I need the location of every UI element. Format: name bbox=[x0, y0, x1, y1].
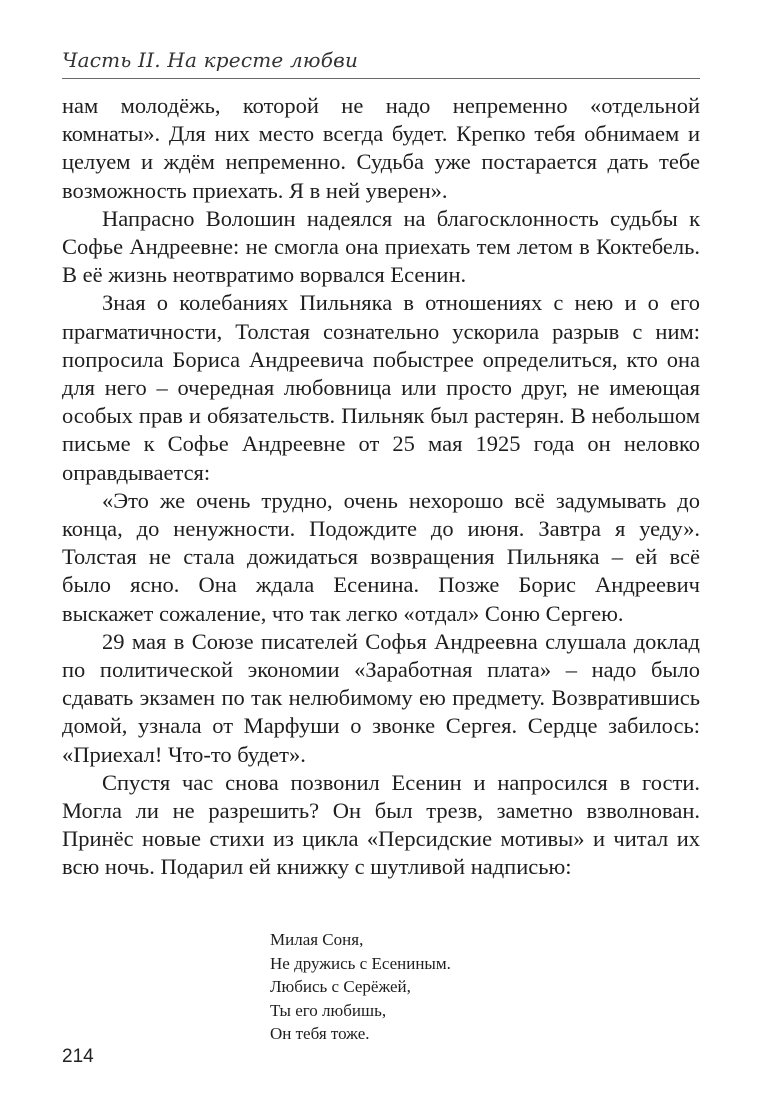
page-number: 214 bbox=[62, 1046, 94, 1067]
running-header: Часть II. На кресте любви bbox=[62, 48, 359, 72]
paragraph-5: 29 мая в Союзе писателей Софья Андреевна слушала доклад по политической экономии «Заработная плата» – надо было сдавать экзамен по так нелюбимому ею предмету. Возвратившись домой, узнала от Марфуши о звонке Сергея. Сердце забилось: «Приехал! Что-то будет». bbox=[62, 628, 700, 767]
paragraph-6: Спустя час снова позвонил Есенин и напросился в гости. Могла ли не разрешить? Он был трезв, заметно взволнован. Принёс новые стихи из цикла «Персидские мотивы» и читал их всю ночь. Подарил ей книжку с шутливой надписью: bbox=[62, 769, 700, 880]
poem-line: Ты его любишь, bbox=[270, 1000, 387, 1020]
inscription-poem bbox=[270, 928, 630, 1046]
poem-line: Не дружись с Есениным. bbox=[270, 953, 451, 973]
paragraph-3: Зная о колебаниях Пильняка в отношениях с нею и о его прагматичности, Толстая сознательно ускорила разрыв с ним: попросила Бориса Андреевича побыстрее определиться, кто она для него – очередная любовница или просто друг, не имеющая особых прав и обязательств. Пильняк был растерян. В небольшом письме к Софье Андреевне от 25 мая 1925 года он неловко оправдывается: bbox=[62, 290, 700, 485]
poem-line: Милая Соня, bbox=[270, 930, 364, 949]
header-rule bbox=[62, 78, 700, 79]
paragraph-4: «Это же очень трудно, очень нехорошо всё задумывать до конца, до ненужности. Подождите до июня. Завтра я уеду». Толстая не стала дожидаться возвращения Пильняка – ей всё было ясно. Она ждала Есенина. Позже Борис Андреевич выскажет сожаление, что так легко «отдал» Соню Сергею. bbox=[62, 487, 700, 626]
poem-line: Любись с Серёжей, bbox=[270, 977, 411, 996]
poem-line: Он тебя тоже. bbox=[270, 1024, 370, 1043]
paragraph-1: нам молодёжь, которой не надо непременно «отдельной комнаты». Для них место всегда будет. Крепко тебя обнимаем и целуем и ждём непременно. Судьба уже постарается дать тебе возможность приехать. Я в ней уверен». bbox=[62, 93, 700, 203]
paragraph-2: Напрасно Волошин надеялся на благосклонность судьбы к Софье Андреевне: не смогла она приехать тем летом в Коктебель. В её жизнь неотвратимо ворвался Есенин. bbox=[62, 205, 700, 288]
body-text bbox=[62, 92, 700, 882]
